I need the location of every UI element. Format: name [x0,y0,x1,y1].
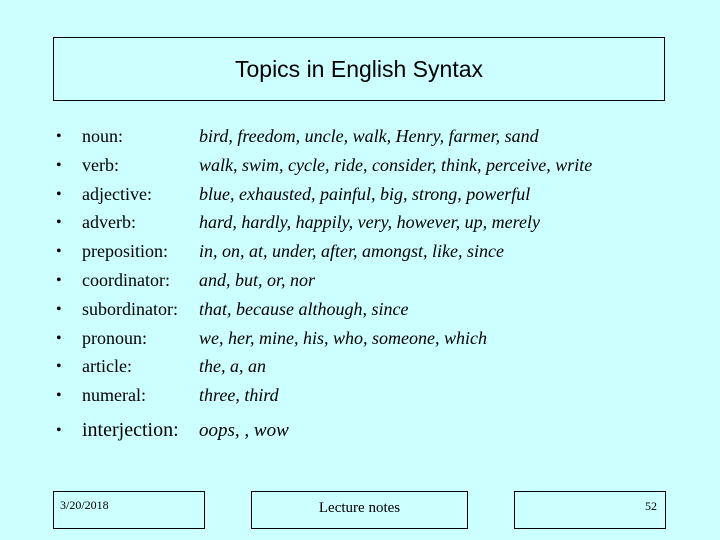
term-examples: three, third [199,385,279,405]
term-examples: bird, freedom, uncle, walk, Henry, farmer, sand [199,126,539,146]
bullet: • [56,422,62,439]
term-examples: blue, exhausted, painful, big, strong, powerful [199,184,531,204]
footer-notes: Lecture notes [318,500,401,516]
bullet: • [56,387,62,404]
bullet: • [56,301,62,318]
footer-date-box [53,491,205,529]
term-label: adverb: [82,212,136,232]
term-label: adjective: [82,184,152,204]
term-examples: in, on, at, under, after, amongst, like, since [199,241,504,261]
term-label: interjection: [82,419,179,441]
term-label: verb: [82,155,119,175]
term-examples: walk, swim, cycle, ride, consider, think, perceive, write [199,155,593,175]
term-label: noun: [82,126,124,146]
bullet: • [56,128,62,145]
term-label: numeral: [82,385,146,405]
footer-number-box [514,491,666,529]
bullet: • [56,358,62,375]
term-label: subordinator: [82,299,178,319]
term-label: pronoun: [82,328,147,348]
term-examples: the, a, an [199,356,266,376]
slide-number: 52 [645,499,657,513]
term-label: article: [82,356,132,376]
term-examples: and, but, or, nor [199,270,316,290]
bullet: • [56,272,62,289]
term-examples: oops, , wow [199,420,289,441]
footer-date: 3/20/2018 [60,498,109,512]
bullet: • [56,214,62,231]
title-box [53,37,665,101]
term-label: coordinator: [82,270,170,290]
term-examples: hard, hardly, happily, very, however, up, merely [199,212,540,232]
slide-title: Topics in English Syntax [234,56,483,82]
term-examples: we, her, mine, his, who, someone, which [199,328,487,348]
term-label: preposition: [82,241,168,261]
bullet: • [56,157,62,174]
bullet: • [56,243,62,260]
term-examples: that, because although, since [199,299,409,319]
bullet: • [56,186,62,203]
bullet: • [56,330,62,347]
footer-notes-box [251,491,468,529]
